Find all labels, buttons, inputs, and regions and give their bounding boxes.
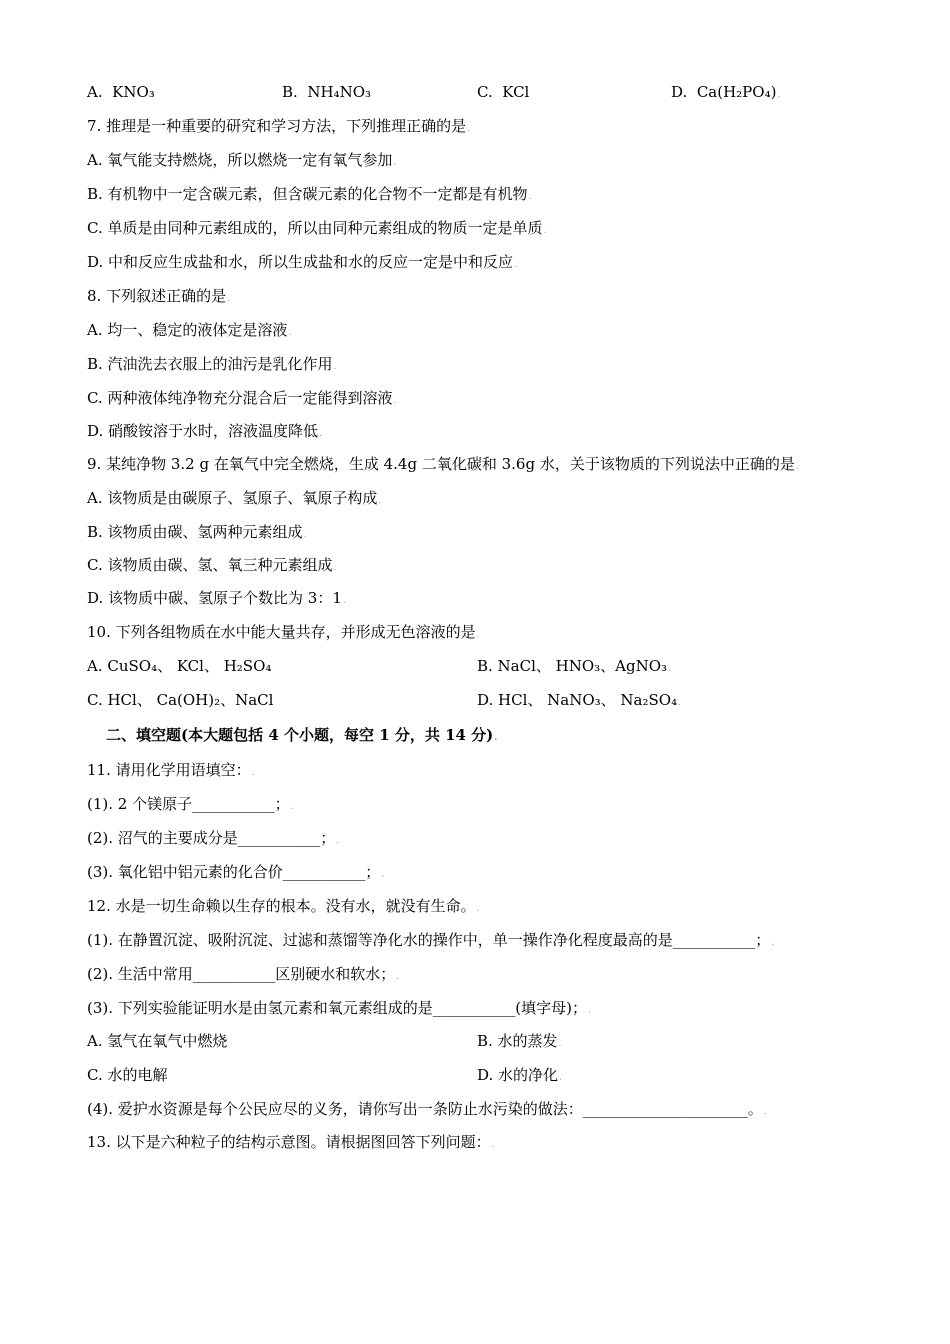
option-text: C. 该物质由碳、氢、氧三种元素组成 bbox=[87, 556, 333, 574]
option-text: A. 均一、稳定的液体定是溶液 bbox=[87, 321, 288, 339]
paragraph-mark: . bbox=[543, 226, 547, 236]
q6-option-d bbox=[671, 82, 780, 105]
paragraph-mark: . bbox=[393, 396, 397, 406]
option-label: C. bbox=[477, 83, 493, 101]
option-text: D. 水的净化 bbox=[477, 1066, 559, 1084]
q12-stem bbox=[87, 896, 480, 919]
blank-text: (3). 下列实验能证明水是由氢元素和氧元素组成的是___________(填字母)； bbox=[87, 999, 587, 1017]
option-text: C. HCl、 Ca(OH)₂、NaCl bbox=[87, 691, 274, 709]
option-text: B. 有机物中一定含碳元素，但含碳元素的化合物不一定都是有机物 bbox=[87, 185, 528, 203]
q6-option-b bbox=[282, 82, 371, 102]
option-text: D. HCl、 NaNO₃、 Na₂SO₄ bbox=[477, 691, 678, 709]
q8-option-b bbox=[87, 354, 336, 377]
q12-option-b bbox=[477, 1031, 561, 1054]
q10-option-a bbox=[87, 656, 271, 676]
q13-stem bbox=[87, 1132, 495, 1155]
option-text: A. 氧气能支持燃烧，所以燃烧一定有氧气参加 bbox=[87, 151, 393, 169]
paragraph-mark: . bbox=[777, 90, 781, 100]
section-heading bbox=[106, 725, 497, 748]
option-text: B. 汽油洗去衣服上的油污是乳化作用 bbox=[87, 355, 333, 373]
option-text: D. 该物质中碳、氢原子个数比为 3：1 bbox=[87, 589, 342, 607]
paragraph-mark: . bbox=[336, 836, 340, 846]
blank-text: (1). 在静置沉淀、吸附沉淀、过滤和蒸馏等净化水的操作中，单一操作净化程度最高的是___________； bbox=[87, 931, 771, 949]
option-text: D. 中和反应生成盐和水，所以生成盐和水的反应一定是中和反应 bbox=[87, 253, 514, 271]
paragraph-mark: . bbox=[678, 698, 681, 708]
option-text: NH₄NO₃ bbox=[307, 83, 371, 101]
q12-part-4 bbox=[87, 1099, 767, 1122]
paragraph-mark: . bbox=[795, 462, 799, 472]
paragraph-mark: . bbox=[558, 1039, 562, 1049]
section-heading-text: 二、填空题(本大题包括 4 个小题，每空 1 分，共 14 分) bbox=[106, 726, 494, 744]
paragraph-mark: . bbox=[528, 192, 532, 202]
question-text: 7. 推理是一种重要的研究和学习方法，下列推理正确的是 bbox=[87, 117, 467, 135]
q12-option-a bbox=[87, 1031, 227, 1051]
q11-part-2 bbox=[87, 828, 339, 851]
paragraph-mark: . bbox=[476, 904, 480, 914]
q7-option-d bbox=[87, 252, 517, 275]
q6-option-a bbox=[87, 82, 155, 102]
q8-option-c bbox=[87, 388, 396, 411]
option-text: B. 水的蒸发 bbox=[477, 1032, 558, 1050]
question-text: 9. 某纯净物 3.2 g 在氧气中完全燃烧，生成 4.4g 二氧化碳和 3.6g 水，关于该物质的下列说法中正确的是 bbox=[87, 455, 795, 473]
option-text: C. 两种液体纯净物充分混合后一定能得到溶液 bbox=[87, 389, 393, 407]
paragraph-mark: . bbox=[559, 1073, 562, 1083]
option-text: A. CuSO₄、 KCl、 H₂SO₄ bbox=[87, 657, 272, 675]
paragraph-mark: . bbox=[378, 496, 382, 506]
q10-option-d bbox=[477, 690, 681, 713]
q9-option-d bbox=[87, 588, 346, 611]
question-text: 11. 请用化学用语填空： bbox=[87, 761, 251, 779]
paragraph-mark: . bbox=[342, 596, 346, 606]
paragraph-mark: . bbox=[588, 1006, 591, 1016]
q7-stem bbox=[87, 116, 470, 139]
blank-text: (3). 氧化铝中铝元素的化合价___________； bbox=[87, 863, 381, 881]
question-text: 13. 以下是六种粒子的结构示意图。请根据图回答下列问题： bbox=[87, 1133, 491, 1151]
option-text: A. 该物质是由碳原子、氢原子、氧原子构成 bbox=[87, 489, 378, 507]
option-text: D. 硝酸铵溶于水时，溶液温度降低 bbox=[87, 422, 319, 440]
blank-text: (1). 2 个镁原子___________； bbox=[87, 795, 290, 813]
q12-part-2 bbox=[87, 964, 399, 987]
q8-stem bbox=[87, 286, 230, 309]
option-text: KNO₃ bbox=[112, 83, 155, 101]
q9-stem bbox=[87, 454, 799, 477]
paragraph-mark: . bbox=[303, 530, 307, 540]
option-text: KCl bbox=[502, 83, 530, 101]
paragraph-mark: . bbox=[288, 328, 292, 338]
q11-part-1 bbox=[87, 794, 293, 817]
option-label: D. bbox=[671, 83, 688, 101]
paragraph-mark: . bbox=[514, 260, 517, 270]
paragraph-mark: . bbox=[381, 870, 385, 880]
paragraph-mark: . bbox=[393, 158, 397, 168]
q9-option-a bbox=[87, 488, 381, 511]
q11-part-3 bbox=[87, 862, 384, 885]
q7-option-a bbox=[87, 150, 396, 173]
paragraph-mark: . bbox=[251, 768, 255, 778]
question-text: 12. 水是一切生命赖以生存的根本。没有水，就没有生命。 bbox=[87, 897, 476, 915]
paragraph-mark: . bbox=[290, 802, 294, 812]
option-text: C. 水的电解 bbox=[87, 1066, 168, 1084]
paragraph-mark: . bbox=[476, 630, 480, 640]
blank-text: (2). 沼气的主要成分是___________； bbox=[87, 829, 336, 847]
paragraph-mark: . bbox=[333, 563, 337, 573]
option-text: C. 单质是由同种元素组成的，所以由同种元素组成的物质一定是单质 bbox=[87, 219, 543, 237]
paragraph-mark: . bbox=[771, 938, 775, 948]
paragraph-mark: . bbox=[668, 664, 671, 674]
q11-stem bbox=[87, 760, 255, 783]
q7-option-b bbox=[87, 184, 531, 207]
q12-option-c bbox=[87, 1065, 167, 1085]
q7-option-c bbox=[87, 218, 546, 241]
q9-option-c bbox=[87, 555, 336, 578]
option-text: A. 氢气在氧气中燃烧 bbox=[87, 1032, 228, 1050]
q12-part-3 bbox=[87, 998, 591, 1021]
q10-option-b bbox=[477, 656, 671, 679]
q10-stem bbox=[87, 622, 480, 645]
paragraph-mark: . bbox=[333, 362, 337, 372]
paragraph-mark: . bbox=[763, 1107, 767, 1117]
paragraph-mark: . bbox=[319, 429, 322, 439]
option-text: B. 该物质由碳、氢两种元素组成 bbox=[87, 523, 303, 541]
paragraph-mark: . bbox=[396, 972, 400, 982]
question-text: 8. 下列叙述正确的是 bbox=[87, 287, 227, 305]
q9-option-b bbox=[87, 522, 306, 545]
option-label: B. bbox=[282, 83, 298, 101]
q12-part-1 bbox=[87, 930, 774, 953]
q8-option-d bbox=[87, 421, 322, 444]
q10-option-c bbox=[87, 690, 273, 710]
blank-text: (4). 爱护水资源是每个公民应尽的义务，请你写出一条防止水污染的做法：______________________。 bbox=[87, 1100, 763, 1118]
q6-option-c bbox=[477, 82, 529, 102]
blank-text: (2). 生活中常用___________区别硬水和软水； bbox=[87, 965, 396, 983]
question-text: 10. 下列各组物质在水中能大量共存，并形成无色溶液的是 bbox=[87, 623, 476, 641]
option-label: A. bbox=[87, 83, 103, 101]
option-text: Ca(H₂PO₄) bbox=[696, 83, 777, 101]
paragraph-mark: . bbox=[494, 733, 498, 743]
paragraph-mark: . bbox=[467, 124, 470, 134]
paragraph-mark: . bbox=[491, 1140, 495, 1150]
q12-option-d bbox=[477, 1065, 562, 1088]
paragraph-mark: . bbox=[227, 294, 230, 304]
q8-option-a bbox=[87, 320, 291, 343]
option-text: B. NaCl、 HNO₃、AgNO₃ bbox=[477, 657, 668, 675]
